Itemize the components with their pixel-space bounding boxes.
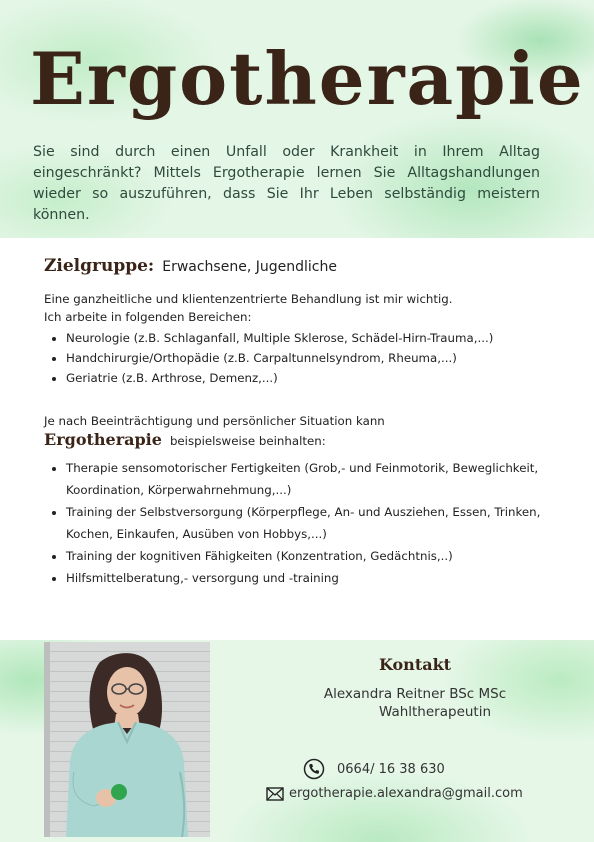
phone-number: 0664/ 16 38 630 [337,761,445,777]
areas-intro: Ich arbeite in folgenden Bereichen: [44,310,252,324]
contact-heading: Kontakt [378,655,452,674]
list-item: • Handchirurgie/Orthopädie (z.B. Carpaltunnelsyndrom, Rheuma,...) [66,348,549,368]
target-group-value: Erwachsene, Jugendliche [162,259,337,275]
content-list [44,457,549,589]
target-group [44,256,549,276]
areas-list [44,328,549,388]
list-item: • Training der kognitiven Fähigkeiten (Konzentration, Gedächtnis,..) [66,545,549,567]
list-item: • Neurologie (z.B. Schlaganfall, Multiple Sklerose, Schädel-Hirn-Trauma,...) [66,328,549,348]
intro-text: Sie sind durch einen Unfall oder Krankheit in Ihrem Alltag eingeschränkt? Mittels Ergotherapie lernen Sie Alltagshandlungen wieder so auszuführen, dass Sie Ihr Leben selbständig meistern können. [33,144,540,223]
treatment-text: Eine ganzheitliche und klientenzentrierte Behandlung ist mir wichtig. [44,292,453,306]
header-banner [0,0,594,238]
target-group-label: Zielgruppe: [44,256,155,276]
content-suffix: beispielsweise beinhalten: [169,434,326,448]
main-content [44,256,549,589]
therapist-portrait-image [44,642,210,837]
contact-role: Wahltherapeutin [378,704,492,720]
list-item: • Geriatrie (z.B. Arthrose, Demenz,...) [66,368,549,388]
content-heading [44,430,549,449]
content-intro: Je nach Beeinträchtigung und persönlicher Situation kann [44,414,385,428]
envelope-icon [266,787,284,801]
list-item: • Hilfsmittelberatung,- versorgung und -training [66,567,549,589]
email-address: ergotherapie.alexandra@gmail.com [289,786,523,801]
list-item: • Training der Selbstversorgung (Körperpflege, An- und Ausziehen, Essen, Trinken, Kochen, Einkaufen, Ausüben von Hobbys,...) [66,501,549,545]
contact-block [290,655,540,720]
contact-phone[interactable] [303,758,445,780]
content-label: Ergotherapie [44,430,162,449]
page-title: Ergotherapie [30,36,585,121]
contact-name: Alexandra Reitner BSc MSc [323,686,507,702]
list-item: • Therapie sensomotorischer Fertigkeiten (Grob,- und Feinmotorik, Beweglichkeit, Koordination, Körperwahrnehmung,...) [66,457,549,501]
contact-email[interactable] [266,786,523,801]
phone-icon [303,758,325,780]
therapist-photo [44,642,210,837]
